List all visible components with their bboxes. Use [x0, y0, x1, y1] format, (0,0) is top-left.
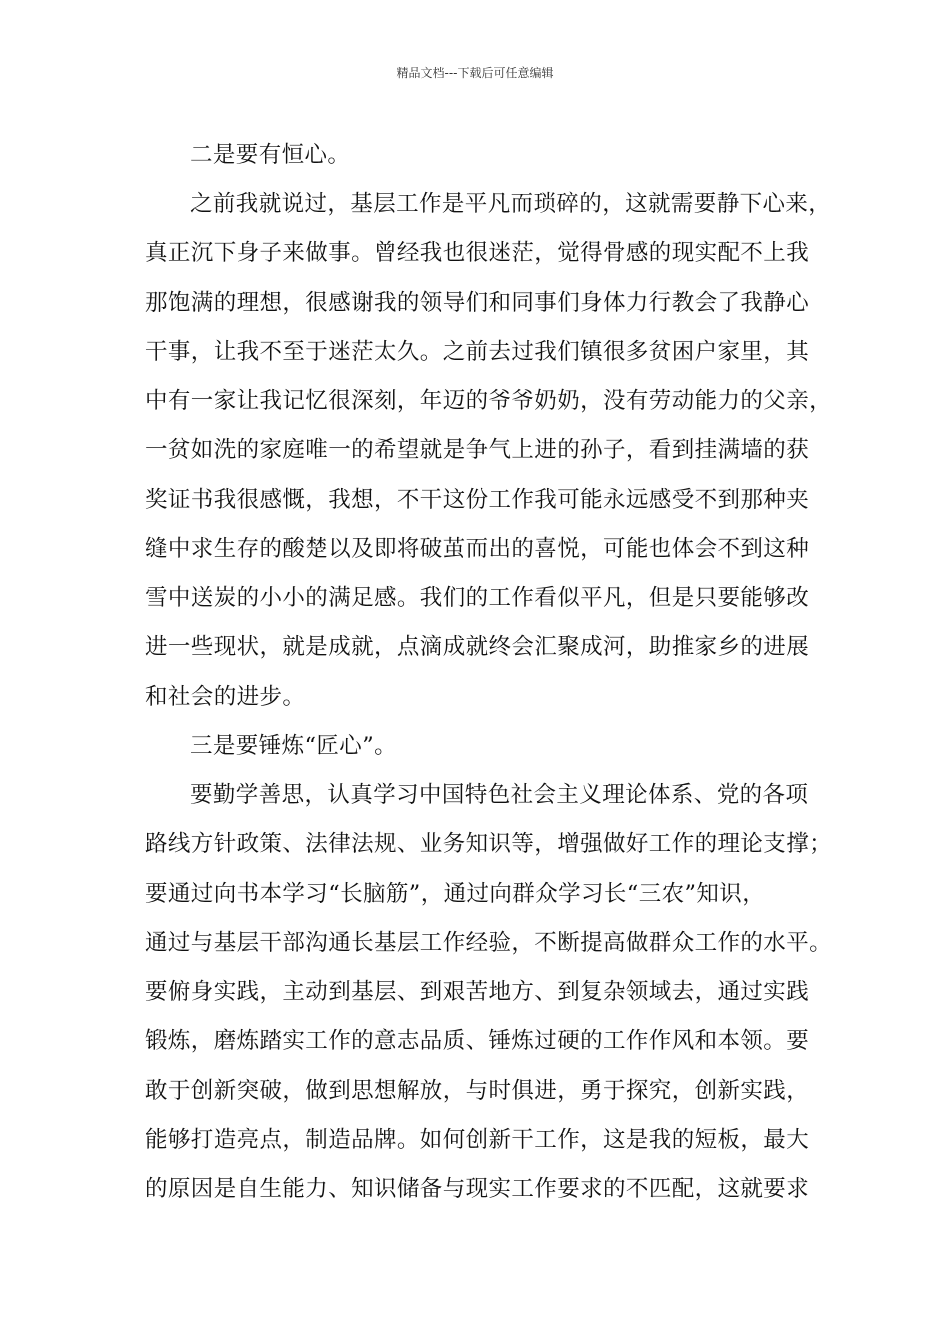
- paragraph-line: 路线方针政策、法律法规、业务知识等，增强做好工作的理论支撑；: [145, 831, 833, 857]
- paragraph-line: 要通过向书本学习“长脑筋”，通过向群众学习长“三农”知识，: [145, 881, 766, 907]
- paragraph-line: 通过与基层干部沟通长基层工作经验，不断提高做群众工作的水平。: [145, 930, 833, 956]
- paragraph-line: 缝中求生存的酸楚以及即将破茧而出的喜悦，可能也体会不到这种: [145, 536, 810, 562]
- section-heading-3: 三是要锤炼“匠心”。: [190, 733, 398, 759]
- section-heading-2: 二是要有恒心。: [190, 142, 351, 168]
- paragraph-line: 的原因是自生能力、知识储备与现实工作要求的不匹配，这就要求: [145, 1176, 810, 1202]
- paragraph-line: 中有一家让我记忆很深刻，年迈的爷爷奶奶，没有劳动能力的父亲，: [145, 388, 833, 414]
- paragraph-line: 要俯身实践，主动到基层、到艰苦地方、到复杂领域去，通过实践: [145, 979, 810, 1005]
- paragraph-line: 进一些现状，就是成就，点滴成就终会汇聚成河，助推家乡的进展: [145, 634, 810, 660]
- paragraph-line: 一贫如洗的家庭唯一的希望就是争气上进的孙子，看到挂满墙的获: [145, 437, 810, 463]
- paragraph-line: 锻炼，磨炼踏实工作的意志品质、锤炼过硬的工作作风和本领。要: [145, 1028, 810, 1054]
- paragraph-line: 能够打造亮点，制造品牌。如何创新干工作，这是我的短板，最大: [145, 1127, 810, 1153]
- paragraph-line: 敢于创新突破，做到思想解放，与时俱进，勇于探究，创新实践，: [145, 1078, 810, 1104]
- paragraph-line: 那饱满的理想，很感谢我的领导们和同事们身体力行教会了我静心: [145, 290, 810, 316]
- paragraph-line: 要勤学善思，认真学习中国特色社会主义理论体系、党的各项: [190, 782, 809, 808]
- paragraph-line: 干事，让我不至于迷茫太久。之前去过我们镇很多贫困户家里，其: [145, 339, 810, 365]
- paragraph-line: 奖证书我很感慨，我想，不干这份工作我可能永远感受不到那种夹: [145, 487, 810, 513]
- paragraph-line: 之前我就说过，基层工作是平凡而琐碎的，这就需要静下心来，: [190, 191, 832, 217]
- paragraph-line: 和社会的进步。: [145, 684, 306, 710]
- paragraph-line: 真正沉下身子来做事。曾经我也很迷茫，觉得骨感的现实配不上我: [145, 240, 810, 266]
- page-header: 精品文档---下载后可任意编辑: [396, 66, 554, 80]
- paragraph-line: 雪中送炭的小小的满足感。我们的工作看似平凡，但是只要能够改: [145, 585, 810, 611]
